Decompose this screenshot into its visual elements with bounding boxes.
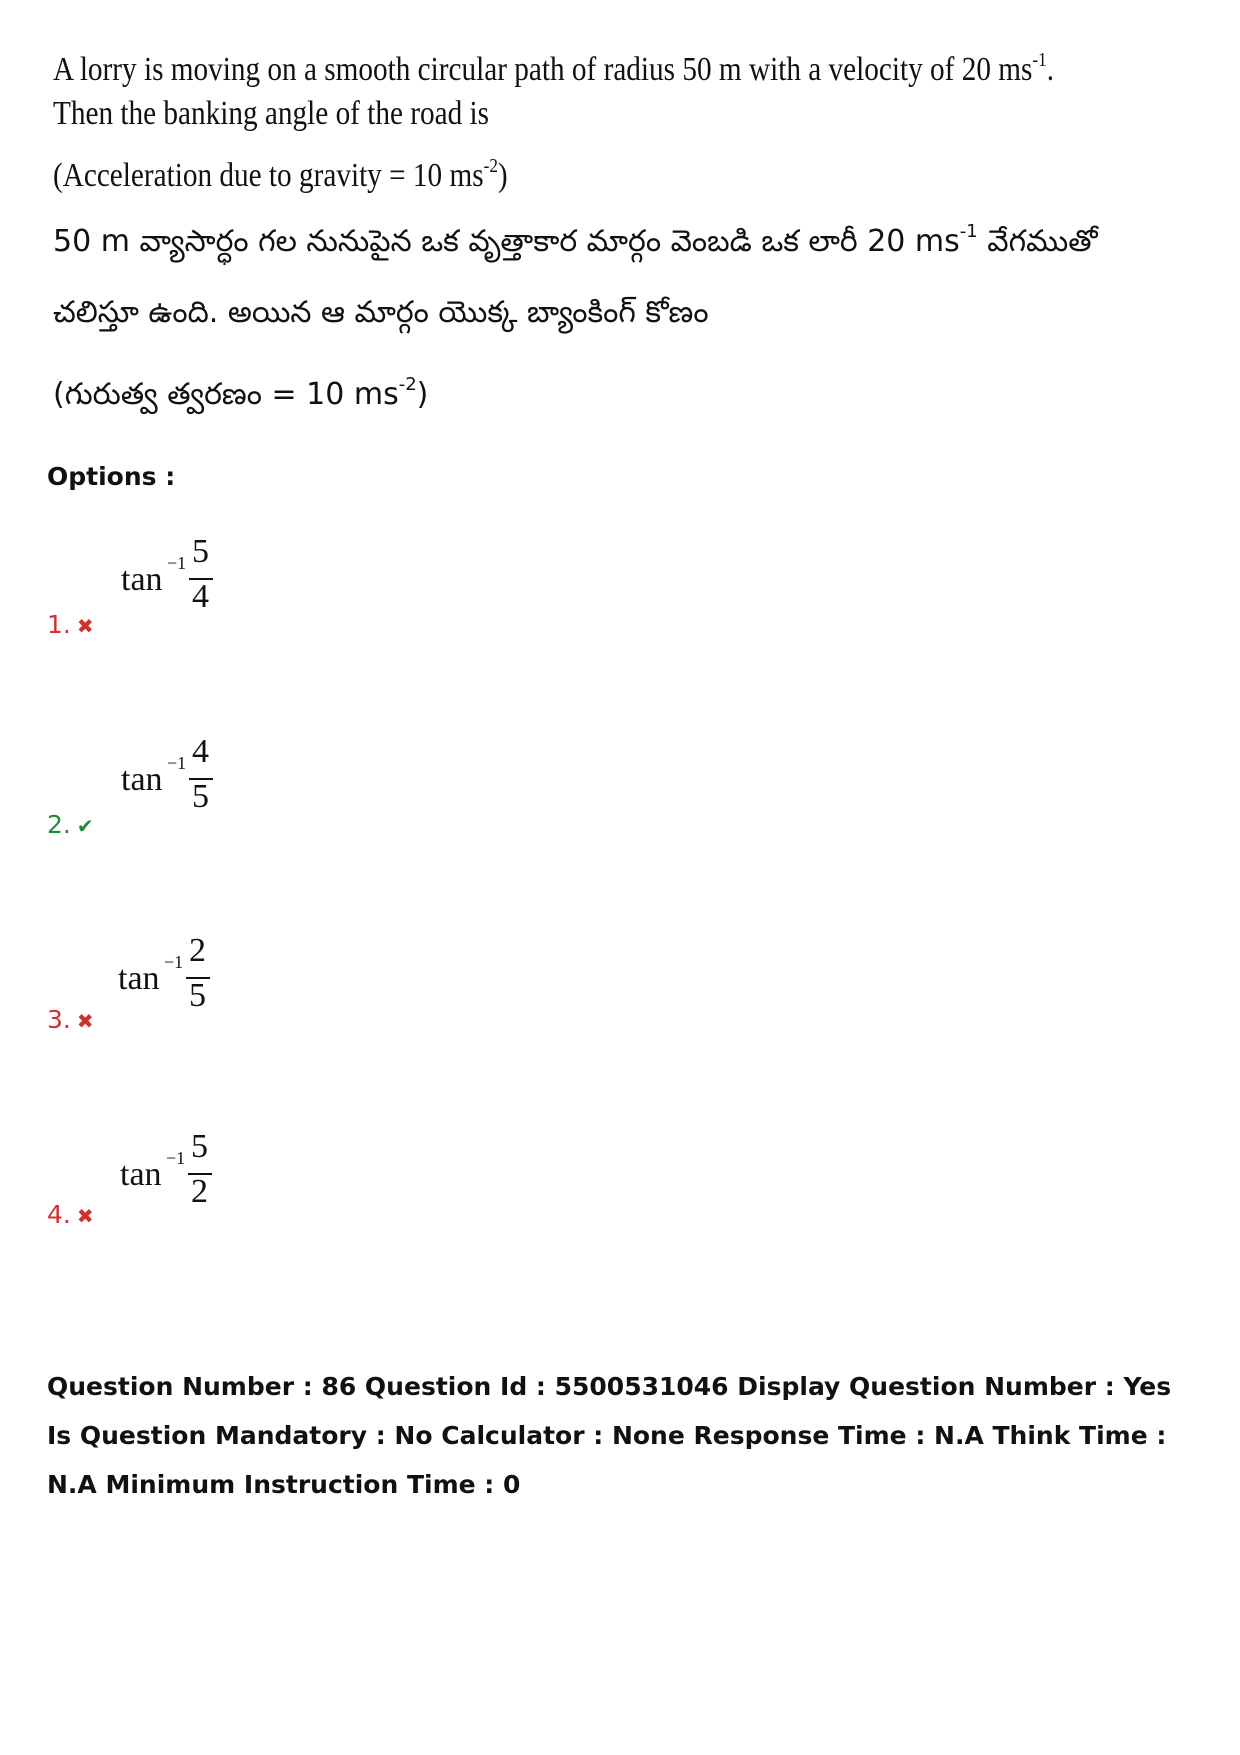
telugu-velocity-exponent: -1 [959, 221, 978, 242]
option-2-denominator: 5 [192, 778, 209, 815]
option-2-exponent: −1 [167, 753, 187, 773]
telugu-line-2 [53, 293, 709, 333]
option-1-number: 1. [47, 610, 71, 639]
option-2-formula [121, 733, 241, 823]
velocity-unit-exponent: -1 [1032, 49, 1047, 71]
option-1-denominator: 4 [192, 578, 209, 615]
correct-check-icon: ✔ [76, 814, 94, 838]
option-3-number: 3. [47, 1005, 71, 1034]
option-1-exponent: −1 [167, 553, 187, 573]
option-2-label[interactable] [47, 810, 94, 839]
option-1-formula [121, 533, 241, 623]
question-line-3 [53, 156, 508, 196]
telugu-gravity-text: (గురుత్వ త్వరణం = 10 ms [53, 377, 399, 412]
question-period: . [1046, 51, 1055, 88]
option-1-label[interactable] [47, 610, 94, 639]
wrong-cross-icon: ✖ [76, 614, 94, 638]
option-1-function: tan [121, 561, 163, 598]
telugu-text-2: చలిస్తూ ఉంది. అయిన ఆ మార్గం యొక్క బ్యాంకింగ్ కోణం [53, 295, 709, 330]
option-2-number: 2. [47, 810, 71, 839]
telugu-gravity-close: ) [416, 377, 429, 412]
option-4-function: tan [120, 1156, 162, 1193]
option-3-exponent: −1 [164, 952, 184, 972]
question-metadata: Question Number : 86 Question Id : 5500531046 Display Question Number : Yes Is Question Mandatory : No Calculator : None Response Time : N.A Think Time : N.A Minimum Instruction Time : 0 [47, 1372, 1172, 1499]
wrong-cross-icon: ✖ [76, 1009, 94, 1033]
option-4-label[interactable] [47, 1200, 94, 1229]
option-3-function: tan [118, 960, 160, 997]
option-4-denominator: 2 [191, 1173, 208, 1210]
option-3-formula [118, 932, 238, 1022]
question-text-1: A lorry is moving on a smooth circular path of radius 50 m with a velocity of 20 ms [53, 51, 1033, 88]
option-3-label[interactable] [47, 1005, 94, 1034]
option-2-numerator: 4 [192, 733, 209, 770]
option-4-formula [120, 1128, 240, 1218]
telugu-gravity-exponent: -2 [398, 374, 417, 395]
telugu-text-1-end: వేగముతో [977, 224, 1098, 259]
gravity-note-close: ) [497, 157, 508, 194]
telugu-line-3 [53, 375, 428, 415]
options-heading: Options : [47, 462, 176, 491]
option-4-numerator: 5 [191, 1128, 208, 1165]
option-3-numerator: 2 [189, 932, 206, 969]
gravity-note-text: (Acceleration due to gravity = 10 ms [53, 157, 484, 194]
question-text-2: Then the banking angle of the road is [53, 95, 490, 132]
gravity-unit-exponent: -2 [483, 155, 498, 177]
telugu-line-1 [53, 222, 1098, 262]
question-line-1 [53, 50, 1054, 90]
option-2-function: tan [121, 761, 163, 798]
option-3-denominator: 5 [189, 977, 206, 1014]
question-line-2 [53, 94, 489, 134]
option-4-exponent: −1 [166, 1148, 186, 1168]
telugu-text-1: 50 m వ్యాసార్ధం గల నునుపైన ఒక వృత్తాకార మార్గం వెంబడి ఒక లారీ 20 ms [53, 224, 960, 259]
option-1-numerator: 5 [192, 533, 209, 570]
option-4-number: 4. [47, 1200, 71, 1229]
wrong-cross-icon: ✖ [76, 1204, 94, 1228]
